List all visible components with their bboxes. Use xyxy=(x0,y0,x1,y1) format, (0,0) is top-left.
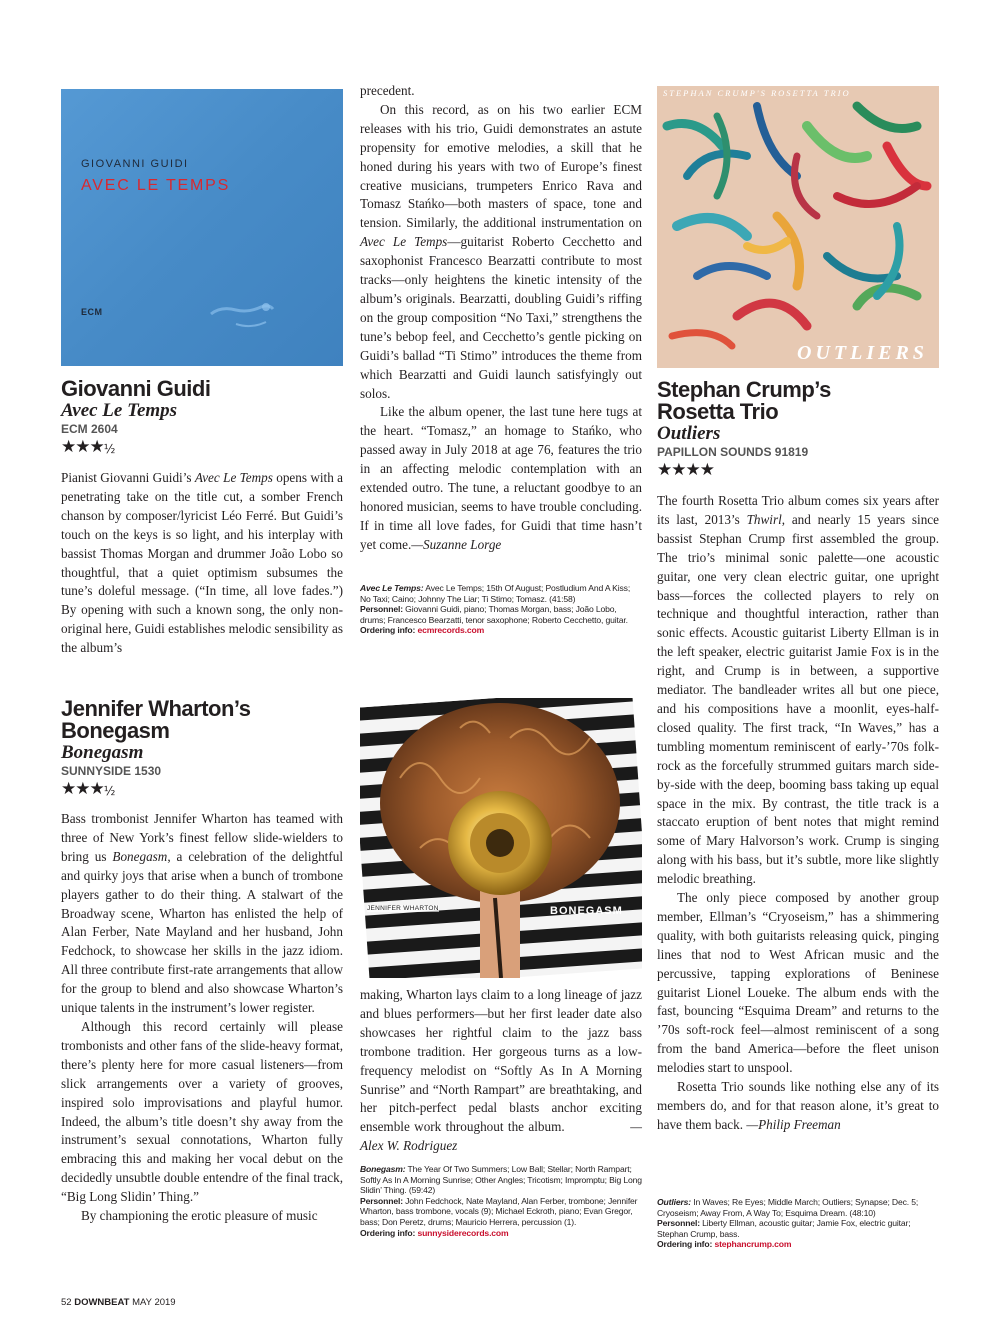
wharton-catalog: SUNNYSIDE 1530 xyxy=(61,764,162,778)
guidi-cover-artist: GIOVANNI GUIDI xyxy=(81,158,189,170)
wharton-personnel: Personnel: John Fedchock, Nate Mayland, Alan Ferber, trombone; Jennifer Wharton, bass trombone, vocals (9); Michael Eckroth, piano; Evan Gregor, bass; Don Peretz, drums; Mauricio Herrera, percussion (1). xyxy=(360,1195,638,1227)
wharton-ordering-info: Ordering info: sunnysiderecords.com xyxy=(360,1227,509,1238)
wharton-reviewer: —Alex W. Rodriguez xyxy=(360,1119,643,1154)
crump-ordering-info: Ordering info: stephancrump.com xyxy=(657,1239,792,1250)
guidi-star-rating: ★★★½ xyxy=(61,437,116,457)
crump-cover-top-text: STEPHAN CRUMP'S ROSETTA TRIO xyxy=(663,88,851,98)
crump-star-rating: ★★★★ xyxy=(657,460,714,480)
wharton-paragraph-3-end: making, Wharton lays claim to a long lineage of jazz and blues performers—but her first leader date also showcases her rightful claim to the jazz bass trombone tradition. Her gorgeous turns as a low-frequency melodist on “Softly As In A Morning Sunrise” and “North Rampart” are breathtaking, and her pitch-perfect pedal blasts anchor exciting ensemble work throughout the album. —Alex W. Rodriguez xyxy=(360,987,643,1154)
guidi-reviewer: —Suzanne Lorge xyxy=(411,536,502,552)
wharton-cover-title: BONEGASM xyxy=(550,905,623,917)
guidi-artist-name: Giovanni Guidi xyxy=(61,376,211,401)
guidi-review-body-part2 xyxy=(360,82,642,555)
guidi-paragraph-1: Pianist Giovanni Guidi’s Avec Le Temps opens with a penetrating take on the title cut, a somber French chanson by composer/lyricist Léo Ferré. But Guidi’s touch on the keys is so light, and his interplay with bassist Thomas Morgan and drummer João Lobo so thoughtful, that a quiet optimism subsumes the tune’s doleful message. (“In time, all love fades.”) By opening with such a known song, the only non-original here, Guidi establishes melodic sensibility as the album’s xyxy=(61,470,343,656)
guidi-cover-texture xyxy=(61,89,343,366)
guidi-catalog: ECM 2604 xyxy=(61,422,118,436)
issue-date: MAY 2019 xyxy=(132,1297,176,1308)
crump-review-body xyxy=(657,492,939,1135)
wharton-review-body-part2 xyxy=(360,986,642,1156)
wharton-order-link[interactable]: sunnysiderecords.com xyxy=(417,1227,509,1238)
crump-reviewer: —Philip Freeman xyxy=(746,1116,841,1132)
wharton-star-rating: ★★★½ xyxy=(61,779,116,799)
guidi-cover-title: AVEC LE TEMPS xyxy=(81,177,231,194)
guidi-paragraph-3: Like the album opener, the last tune here tugs at the heart. “Tomasz,” an homage to Stańko, who passed away in July 2018 at age 76, features the trio in an affecting melodic contemplation with an extended outro. The tune, a reluctant goodbye to an honored musician, seems to have trouble concluding. If in time all love fades, for Guidi that time hasn’t yet come.—Suzanne Lorge xyxy=(360,404,642,552)
guidi-ordering-info: Ordering info: ecmrecords.com xyxy=(360,625,485,636)
guidi-paragraph-1-end: precedent. xyxy=(360,83,415,98)
guidi-paragraph-2: On this record, as on his two earlier ECM releases with his trio, Guidi demonstrates an astute propensity for emotive melodies, a skill that he honed during his years with two of Europe’s finest creative musicians, trumpeters Enrico Rava and Tomasz Stańko—both masters of space, tone and tension. Similarly, the additional instrumentation on Avec Le Temps—guitarist Roberto Cecchetto and saxophonist Francesco Bearzatti contribute to most tracks—only heightens the kinetic intensity of the album’s originals. Bearzatti, doubling Guidi’s riffing on the group composition “No Taxi,” strengthens the tune’s bebop feel, and Cecchetto’s gentle picking on Guidi’s ballad “Ti Stimo” introduces the theme from which Bearzatti and Guidi launch satisfyingly out solos. xyxy=(360,101,642,401)
guidi-cover-label: ECM xyxy=(81,307,103,317)
wharton-review-body-part1 xyxy=(61,810,343,1226)
guidi-album-cover xyxy=(61,89,343,366)
magazine-name: DOWNBEAT xyxy=(74,1297,130,1308)
wharton-paragraph-1: Bass trombonist Jennifer Wharton has teamed with three of New York’s finest fellow slide-wielders to bring us Bonegasm, a celebration of the delightful and quirky joys that arise when a bunch of trombone players gather to do their thing. A stalwart of the Broadway scene, Wharton has enlisted the help of Alan Ferber, Nate Mayland and her husband, John Fedchock, to showcase her skills in the jazz idiom. All three contribute first-rate arrangements that allow for the group to blend and also showcase Wharton’s unique talents in the instrument’s lower register. xyxy=(61,811,343,1016)
crump-paragraph-1: The fourth Rosetta Trio album comes six years after its last, 2013’s Thwirl, and nearly 15 years since bassist Stephan Crump first assembled the group. The trio’s minimal sonic palette—one acoustic guitar, one very clean electric guitar, one upright bass—forces the collected players to rely on technique and thoughtful interaction, rather than sonic effects. Acoustic guitarist Liberty Ellman is in the left speaker, electric guitarist Jamie Fox is in the right, and Crump is in between, a supportive mediator. The bandleader writes all but one piece, and his compositions have a moonlit, eyes-half-closed quality. The first track, “In Waves,” has a tumbling momentum reminiscent of early-’70s folk-rock as the forcefully strummed guitars march side-by-side with the deep, booming bass taking up equal space in the mix. By contrast, the title track is a staccato eruption of bent notes that might remind some of Mary Halvorson’s work. Crump is singing along with his bass, but it’s subtle, more like slightly melodic breathing. xyxy=(657,493,939,887)
wharton-credits xyxy=(360,1164,642,1238)
wharton-tracklist: Bonegasm: The Year Of Two Summers; Low Ball; Stellar; North Rampart; Softly As In A Morning Sunrise; Other Angles; Tricotism; Impromptu; Big Long Slidin’ Thing. (59:42) xyxy=(360,1164,642,1196)
wharton-cover-artist: JENNIFER WHARTON xyxy=(367,905,439,912)
crump-cover-title: OUTLIERS xyxy=(797,342,928,364)
wharton-artist-name-line2: Bonegasm xyxy=(61,718,170,743)
crump-personnel: Personnel: Liberty Ellman, acoustic guitar; Jamie Fox, electric guitar; Stephan Crump, bass. xyxy=(657,1218,911,1239)
guidi-album-title: Avec Le Temps xyxy=(61,400,178,421)
guidi-personnel: Personnel: Giovanni Guidi, piano; Thomas Morgan, bass; João Lobo, drums; Francesco Bearzatti, tenor saxophone; Roberto Cecchetto, guitar. xyxy=(360,604,628,625)
crump-artist-name-line2: Rosetta Trio xyxy=(657,399,779,424)
page-footer xyxy=(61,1297,176,1308)
wharton-album-title: Bonegasm xyxy=(61,742,144,763)
crump-album-cover xyxy=(657,86,939,368)
crump-paragraph-2: The only piece composed by another group member, Ellman’s “Cryoseism,” has a shimmering quality, with both guitarists releasing quick, pinging lines that nod to West African music and the percussive, tapping explorations of Beninese guitarist Lionel Loueke. The album ends with the fast, bouncing “Esquima Dream” and returns to the ’70s soft-rock feel—almost reminiscent of a song from the band America—before the fleet unison melodies start to unspool. xyxy=(657,890,939,1076)
guidi-credits xyxy=(360,583,642,636)
crump-credits xyxy=(657,1197,941,1250)
guidi-review-header xyxy=(61,378,345,458)
wharton-paragraph-3-start: By championing the erotic pleasure of music xyxy=(81,1208,318,1224)
crump-artist-name-line1: Stephan Crump’s xyxy=(657,377,831,402)
crump-cover-painting xyxy=(657,86,939,368)
crump-order-link[interactable]: stephancrump.com xyxy=(714,1239,792,1250)
crump-tracklist: Outliers: In Waves; Re Eyes; Middle March; Outliers; Synapse; Dec. 5; Cryoseism; Away From, A Way To; Esquima Dream. (48:10) xyxy=(657,1197,919,1218)
crump-review-header xyxy=(657,379,941,480)
wharton-artist-name-line1: Jennifer Wharton’s xyxy=(61,696,251,721)
crump-catalog: PAPILLON SOUNDS 91819 xyxy=(657,445,809,459)
guidi-order-link[interactable]: ecmrecords.com xyxy=(417,625,485,636)
wharton-review-header xyxy=(61,698,345,800)
guidi-tracklist: Avec Le Temps: Avec Le Temps; 15th Of August; Postludium And A Kiss; No Taxi; Caino; Johnny The Liar; Ti Stimo; Tomasz. (41:58) xyxy=(360,583,631,604)
guidi-review-body-part1 xyxy=(61,469,343,658)
page-number: 52 xyxy=(61,1297,72,1308)
crump-paragraph-3: Rosetta Trio sounds like nothing else any of its members do, and for that reason alone, it’s great to have them back. —Philip Freeman xyxy=(657,1079,939,1132)
wharton-paragraph-2: Although this record certainly will please trombonists and other fans of the slide-heavy format, there’s plenty here for more casual listeners—from slick arrangements over a variety of grooves, inspired solo improvisations and playful humor. Indeed, the album’s title doesn’t shy away from the instrument’s sexual connotations, Wharton fully embracing this and making her vocal debut on the decidedly unsubtle double entendre of the final track, “Big Long Slidin’ Thing.” xyxy=(61,1018,343,1205)
wharton-cover-photo xyxy=(360,698,642,978)
wharton-album-cover xyxy=(360,698,642,978)
crump-album-title: Outliers xyxy=(657,423,721,444)
